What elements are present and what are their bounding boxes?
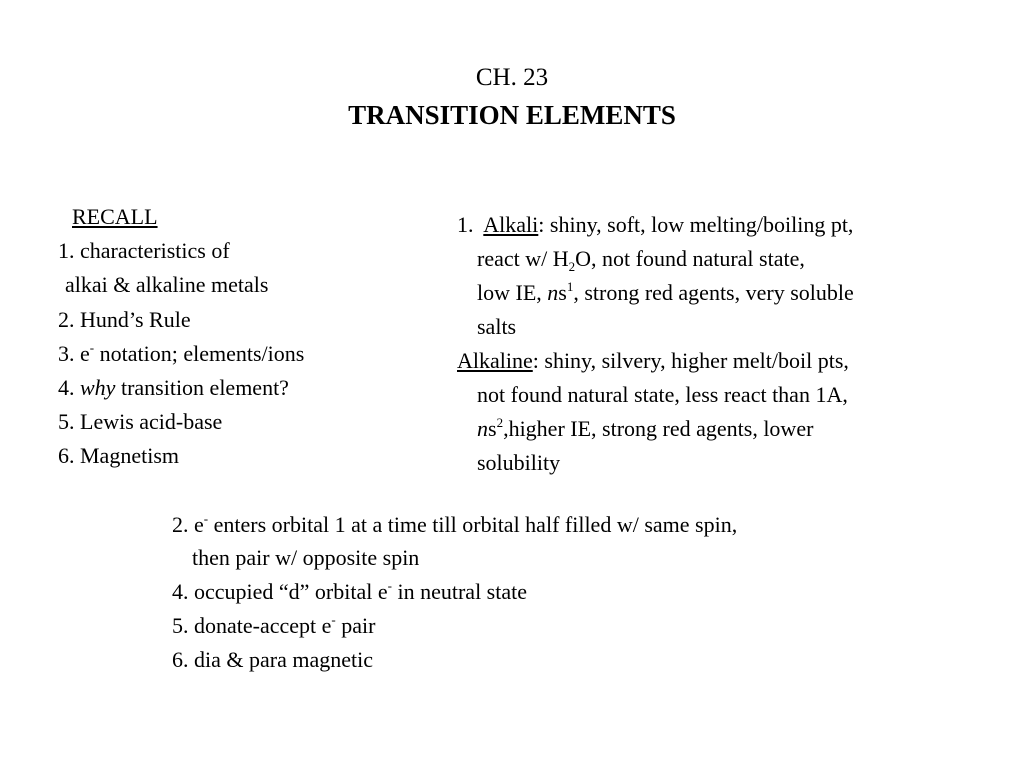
- answer-5: 5. donate-accept e- pair: [172, 612, 376, 638]
- chapter-label: CH. 23: [475, 64, 549, 91]
- alkaline-term: Alkaline: [457, 348, 533, 373]
- alkaline-line-3: $ns^2,higher$ IE, strong red agents, lower: [477, 415, 814, 441]
- alkali-line-3: low IE, $ns^1$, strong red agents, very soluble: [477, 279, 854, 305]
- alkali-line-4: salts: [477, 314, 517, 339]
- answer-2-cont: then pair w/ opposite spin: [192, 545, 420, 570]
- alkaline-line-2: not found natural state, less react than 1A,: [477, 382, 848, 407]
- answer-6: 6. dia & para magnetic: [172, 647, 373, 672]
- recall-item-3: 3. e- notation; elements/ions: [58, 340, 305, 366]
- alkali-line-1: 1. Alkali: shiny, soft, low melting/boiling pt,: [457, 212, 854, 237]
- alkaline-line-1: Alkaline: shiny, silvery, higher melt/boil pts,: [457, 348, 849, 373]
- answer-4: 4. occupied “d” orbital e- in neutral state: [172, 578, 527, 604]
- alkali-term: Alkali: [483, 212, 539, 237]
- answer-2: 2. e- enters orbital 1 at a time till orbital half filled w/ same spin,: [172, 511, 738, 537]
- recall-item-5: 5. Lewis acid-base: [58, 409, 223, 434]
- recall-item-1-cont: alkai & alkaline metals: [65, 272, 269, 297]
- recall-item-1: 1. characteristics of: [58, 238, 230, 263]
- recall-item-2: 2. Hund’s Rule: [58, 307, 191, 332]
- alkali-line-2: react w/ $H_2O$, not found natural state,: [477, 246, 805, 274]
- alkaline-line-4: solubility: [477, 450, 561, 475]
- slide-title: TRANSITION ELEMENTS: [348, 100, 676, 130]
- recall-item-6: 6. Magnetism: [58, 443, 179, 468]
- recall-heading: RECALL: [72, 204, 158, 229]
- recall-item-4: 4. why transition element?: [58, 375, 289, 400]
